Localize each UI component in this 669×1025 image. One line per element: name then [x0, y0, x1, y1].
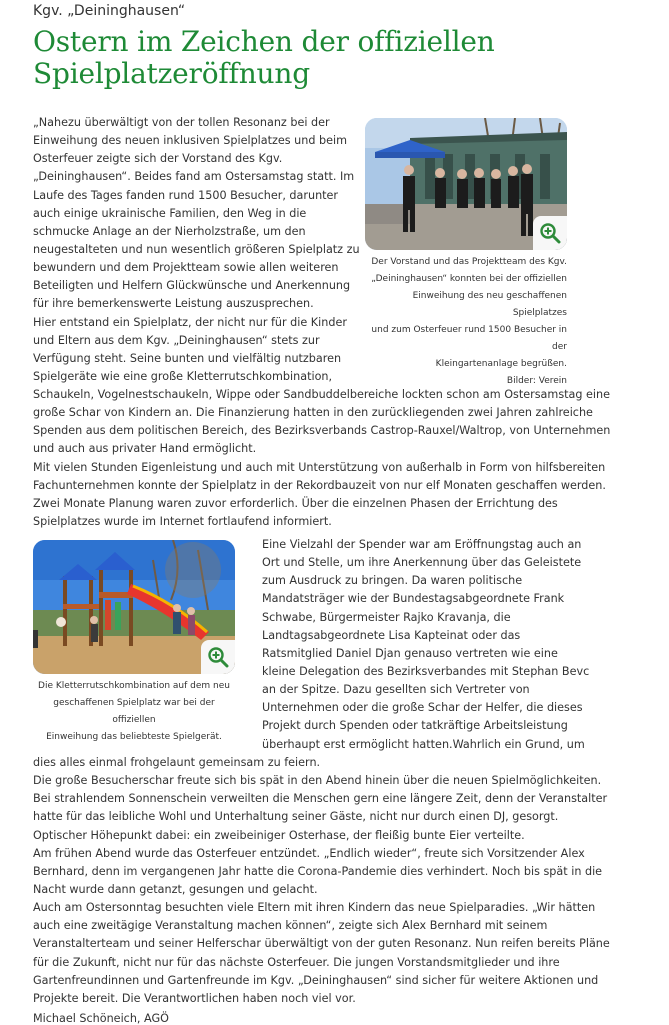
- text-line: auch eine zweitägige Veranstaltung machen können“, zeigte sich Alex Bernhard mit seinem: [33, 919, 548, 933]
- photo-board-team[interactable]: [365, 118, 567, 250]
- figure-caption: [33, 678, 235, 746]
- text-line: für die Zukunft, nicht nur für das nächste Osterfeuer. Die jungen Vorstandsmitglieder und ihre: [33, 955, 560, 969]
- text-line: hatte für das leibliche Wohl und Unterhaltung seiner Gäste, nicht nur durch einen DJ, gesorgt.: [33, 810, 559, 824]
- text-line: und Eltern aus dem Kgv. „Deininghausen“ stets zur: [33, 333, 320, 347]
- text-line: Mandatsträger wie der Bundestagsabgeordnete Frank: [262, 592, 565, 606]
- text-line: Laufe des Tages fanden rund 1500 Besucher, darunter: [33, 188, 339, 202]
- text-line: kleine Delegation des Bezirksverbandes mit Stephan Bevc: [262, 664, 590, 678]
- figure-playground-photo: [33, 540, 235, 742]
- text-line: Bernhard, denn im vergangenen Jahr hatte die Corona-Pandemie dies verhindert. Noch bis spät in die: [33, 864, 603, 878]
- zoom-button[interactable]: [201, 640, 235, 674]
- text-line: Fachunternehmen konnte der Spielplatz in der Rekordbauzeit von nur elf Monaten geschaffen werden.: [33, 478, 606, 492]
- paragraph-1-narrow: [33, 114, 360, 386]
- photo-climbing-slide[interactable]: [33, 540, 235, 674]
- text-line: Veranstalterteam und seiner Helferschar überwältigt von der guten Resonanz. Nun reifen bereits Pläne: [33, 937, 610, 951]
- text-line: Bei strahlendem Sonnenschein verweilten die Menschen gern eine längere Zeit, denn der Veranstalter: [33, 792, 608, 806]
- text-line: Einweihung des neuen inklusiven Spielplatzes und beim: [33, 134, 347, 148]
- text-line: Beteiligten und Helfern Glückwünsche und Anerkennung: [33, 279, 351, 293]
- zoom-button[interactable]: [533, 216, 567, 250]
- paragraph-2-full: [33, 754, 610, 1008]
- text-line: Spielplatzes wurde im Internet fortlaufend informiert.: [33, 514, 332, 528]
- text-line: Zwei Monate Planung waren zuvor erforderlich. Über die einzelnen Phasen der Errichtung des: [33, 496, 558, 510]
- text-line: Schwabe, Bürgermeister Rajko Kravanja, die: [262, 610, 511, 624]
- text-line: Gartenfreundinnen und Gartenfreunde im Kgv. „Deininghausen“ sind sicher für weitere Aktionen und: [33, 973, 599, 987]
- figure-caption: [365, 254, 567, 390]
- text-line: Nacht wurde dann getanzt, gesungen und gelacht.: [33, 882, 318, 896]
- text-line: große Schar von Kindern an. Die Finanzierung hatten in den zurückliegenden zwei Jahren zahlreiche: [33, 406, 593, 420]
- text-line: Projekt durch Spenden oder tatkräftige Arbeitsleistung: [262, 719, 568, 733]
- caption-line: Kleingartenanlage begrüßen.: [435, 359, 567, 369]
- text-line: Hier entstand ein Spielplatz, der nicht nur für die Kinder: [33, 315, 347, 329]
- headline-line: Spielplatzeröffnung: [33, 57, 310, 90]
- text-line: zum Ausdruck zu bringen. Da waren politische: [262, 574, 523, 588]
- text-line: Verfügung steht. Seine bunten und vielfältig nutzbaren: [33, 351, 342, 365]
- text-line: schmucke Anlage an der Nierholzstraße, um den: [33, 224, 306, 238]
- caption-line: und zum Osterfeuer rund 1500 Besucher in der: [371, 325, 567, 352]
- paragraph-1-full: [33, 386, 610, 531]
- zoom-in-icon: [207, 646, 229, 668]
- headline-line: Ostern im Zeichen der offiziellen: [33, 25, 495, 58]
- caption-line: Die Kletterrutschkombination auf dem neu: [38, 681, 230, 691]
- text-line: überhaupt erst ermöglicht hatten.Wahrlich ein Grund, um: [262, 737, 585, 751]
- text-line: dies alles einmal frohgelaunt gemeinsam zu feiern.: [33, 756, 321, 769]
- caption-line: Einweihung das beliebteste Spielgerät.: [46, 732, 222, 742]
- text-line: Ort und Stelle, um ihre Anerkennung über das Geleistete: [262, 556, 582, 570]
- caption-line: geschaffenen Spielplatz war bei der offiziellen: [53, 698, 215, 725]
- text-line: neugestalteten und nun wesentlich größeren Spielplatz zu: [33, 242, 360, 256]
- article-headline: [33, 26, 573, 90]
- photo-credit: Bilder: Verein: [506, 376, 567, 386]
- text-line: Am frühen Abend wurde das Osterfeuer entzündet. „Endlich wieder“, freute sich Vorsitzender Alex: [33, 846, 585, 860]
- text-line: Eine Vielzahl der Spender war am Eröffnungstag auch an: [262, 538, 582, 551]
- text-line: Spenden aus dem politischen Bereich, des Bezirksverbands Castrop-Rauxel/Waltrop, von Unternehmen: [33, 424, 611, 438]
- text-line: „Nahezu überwältigt von der tollen Resonanz bei der: [33, 116, 330, 129]
- text-line: Landtagsabgeordnete Lisa Kapteinat oder das: [262, 628, 521, 642]
- text-line: Optischer Höhepunkt dabei: ein zweibeiniger Osterhase, der fleißig bunte Eier verteilte.: [33, 828, 525, 842]
- text-line: Mit vielen Stunden Eigenleistung und auch mit Unterstützung von außerhalb in Form von hilfsbereiten: [33, 460, 606, 474]
- text-line: „Deininghausen“. Beides fand am Ostersamstag statt. Im: [33, 170, 355, 184]
- text-line: bewundern und dem Projektteam sowie allen weiteren: [33, 261, 339, 275]
- text-line: Schaukeln, Vogelnestschaukeln, Wippe oder Sandbuddelbereiche lockten schon am Ostersamstag eine: [33, 388, 611, 401]
- text-line: Spielgeräte wie eine große Kletterrutschkombination,: [33, 369, 333, 383]
- text-line: Auch am Ostersonntag besuchten viele Eltern mit ihren Kindern das neue Spielparadies. „Wir hätten: [33, 901, 596, 915]
- text-line: an der Spitze. Dazu gesellten sich Vertreter von: [262, 683, 530, 697]
- text-line: für ihre bemerkenswerte Leistung auszusprechen.: [33, 297, 314, 311]
- text-line: auch einige ukrainische Familien, den Weg in die: [33, 206, 307, 220]
- caption-line: „Deininghausen“ konnten bei der offiziellen: [371, 274, 567, 284]
- article-author: Michael Schöneich, AGÖ: [33, 1012, 169, 1025]
- zoom-in-icon: [539, 222, 561, 244]
- caption-line: Einweihung des neu geschaffenen Spielplatzes: [412, 291, 567, 318]
- text-line: und auch aus privater Hand ermöglicht.: [33, 442, 257, 456]
- figure-board-photo: [365, 118, 567, 386]
- text-line: Ratsmitglied Daniel Djan genauso vertreten wie eine: [262, 646, 558, 660]
- paragraph-2-narrow: [262, 536, 589, 754]
- text-line: Osterfeuer zeigte sich der Vorstand des Kgv.: [33, 152, 283, 166]
- text-line: Projekte bereit. Die Verantwortlichen haben noch viel vor.: [33, 991, 356, 1005]
- text-line: Die große Besucherschar freute sich bis spät in den Abend hinein über die neuen Spielmöglichkeiten.: [33, 774, 602, 788]
- text-line: Unternehmen oder die große Schar der Helfer, die dieses: [262, 701, 583, 715]
- article-kicker: Kgv. „Deininghausen“: [33, 3, 186, 19]
- caption-line: Der Vorstand und das Projektteam des Kgv.: [371, 257, 567, 267]
